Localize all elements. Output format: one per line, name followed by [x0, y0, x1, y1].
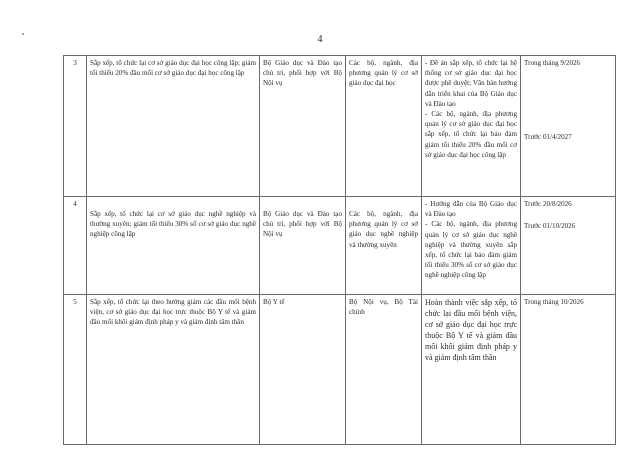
table-row — [64, 295, 616, 445]
deadline-item: Trước 20/8/2026 — [524, 200, 572, 208]
table-row — [64, 197, 616, 295]
task-description: Sắp xếp, tổ chức lại theo hướng giảm các đầu mối bệnh viện, cơ sở giáo dục đại học trực thuộc Bộ Y tế và giảm đầu mối khối giám định pháp y và giám định tâm thần — [87, 295, 260, 445]
deadlines — [521, 295, 616, 445]
table-row — [64, 56, 616, 197]
task-description: Sắp xếp, tổ chức lại cơ sở giáo dục đại học công lập; giảm tối thiểu 20% đầu mối cơ sở giáo dục đại học công lập — [87, 56, 260, 197]
deliverable-item: - Các bộ, ngành, địa phương quản lý cơ sở giáo dục nghề nghiệp và thường xuyên sắp xếp, tổ chức lại bảo đảm giảm tối thiểu 30% số cơ sở giáo dục nghề nghiệp công lập — [425, 220, 517, 280]
coordinating-agencies: Các bộ, ngành, địa phương quản lý cơ sở giáo dục đại học — [346, 56, 422, 197]
task-table — [63, 55, 616, 445]
coordinating-agencies: Các bộ, ngành, địa phương quản lý cơ sở giáo dục nghề nghiệp và thường xuyên — [346, 197, 422, 295]
lead-agency: Bộ Y tế — [260, 295, 346, 445]
lead-agency: Bộ Giáo dục và Đào tạo chủ trì, phối hợp với Bộ Nội vụ — [260, 197, 346, 295]
deadlines — [521, 56, 616, 197]
task-description: Sắp xếp, tổ chức lại cơ sở giáo dục nghề nghiệp và thường xuyên; giảm tối thiểu 30% số cơ sở giáo dục nghề nghiệp công lập — [87, 197, 260, 295]
row-number: 4 — [64, 197, 87, 295]
coordinating-agencies: Bộ Nội vụ, Bộ Tài chính — [346, 295, 422, 445]
deliverable-item: - Hướng dẫn của Bộ Giáo dục và Đào tạo — [425, 200, 517, 219]
deliverables — [422, 197, 521, 295]
page-number: 4 — [317, 34, 323, 45]
deliverable-item: - Đề án sắp xếp, tổ chức lại hệ thống cơ sở giáo dục đại học được phê duyệt; Văn bản hướng dẫn triển khai của Bộ Giáo dục và Đào tạo — [425, 59, 517, 108]
deadline-item: Trước 01/4/2027 — [524, 133, 572, 142]
deadline-item: Trước 01/10/2026 — [524, 222, 576, 231]
deadlines — [521, 197, 616, 295]
deliverable-item: Hoàn thành việc sắp xếp, tổ chức lại đầu mối bệnh viện, cơ sở giáo dục đại học trực thuộc Bộ Y tế và giảm đầu mối khối giám định pháp y và giám định tâm thần — [425, 298, 517, 362]
deadline-item: Trong tháng 10/2026 — [524, 298, 584, 306]
deliverable-item: - Các bộ, ngành, địa phương quản lý cơ sở giáo dục đại học sắp xếp, tổ chức lại bảo đảm giảm tối thiểu 20% đầu mối cơ sở giáo dục đại học công lập — [425, 110, 517, 159]
row-number: 3 — [64, 56, 87, 197]
lead-agency: Bộ Giáo dục và Đào tạo chủ trì, phối hợp với Bộ Nội vụ — [260, 56, 346, 197]
row-number: 5 — [64, 295, 87, 445]
deliverables — [422, 56, 521, 197]
deliverables — [422, 295, 521, 445]
deadline-item: Trong tháng 9/2026 — [524, 59, 581, 67]
